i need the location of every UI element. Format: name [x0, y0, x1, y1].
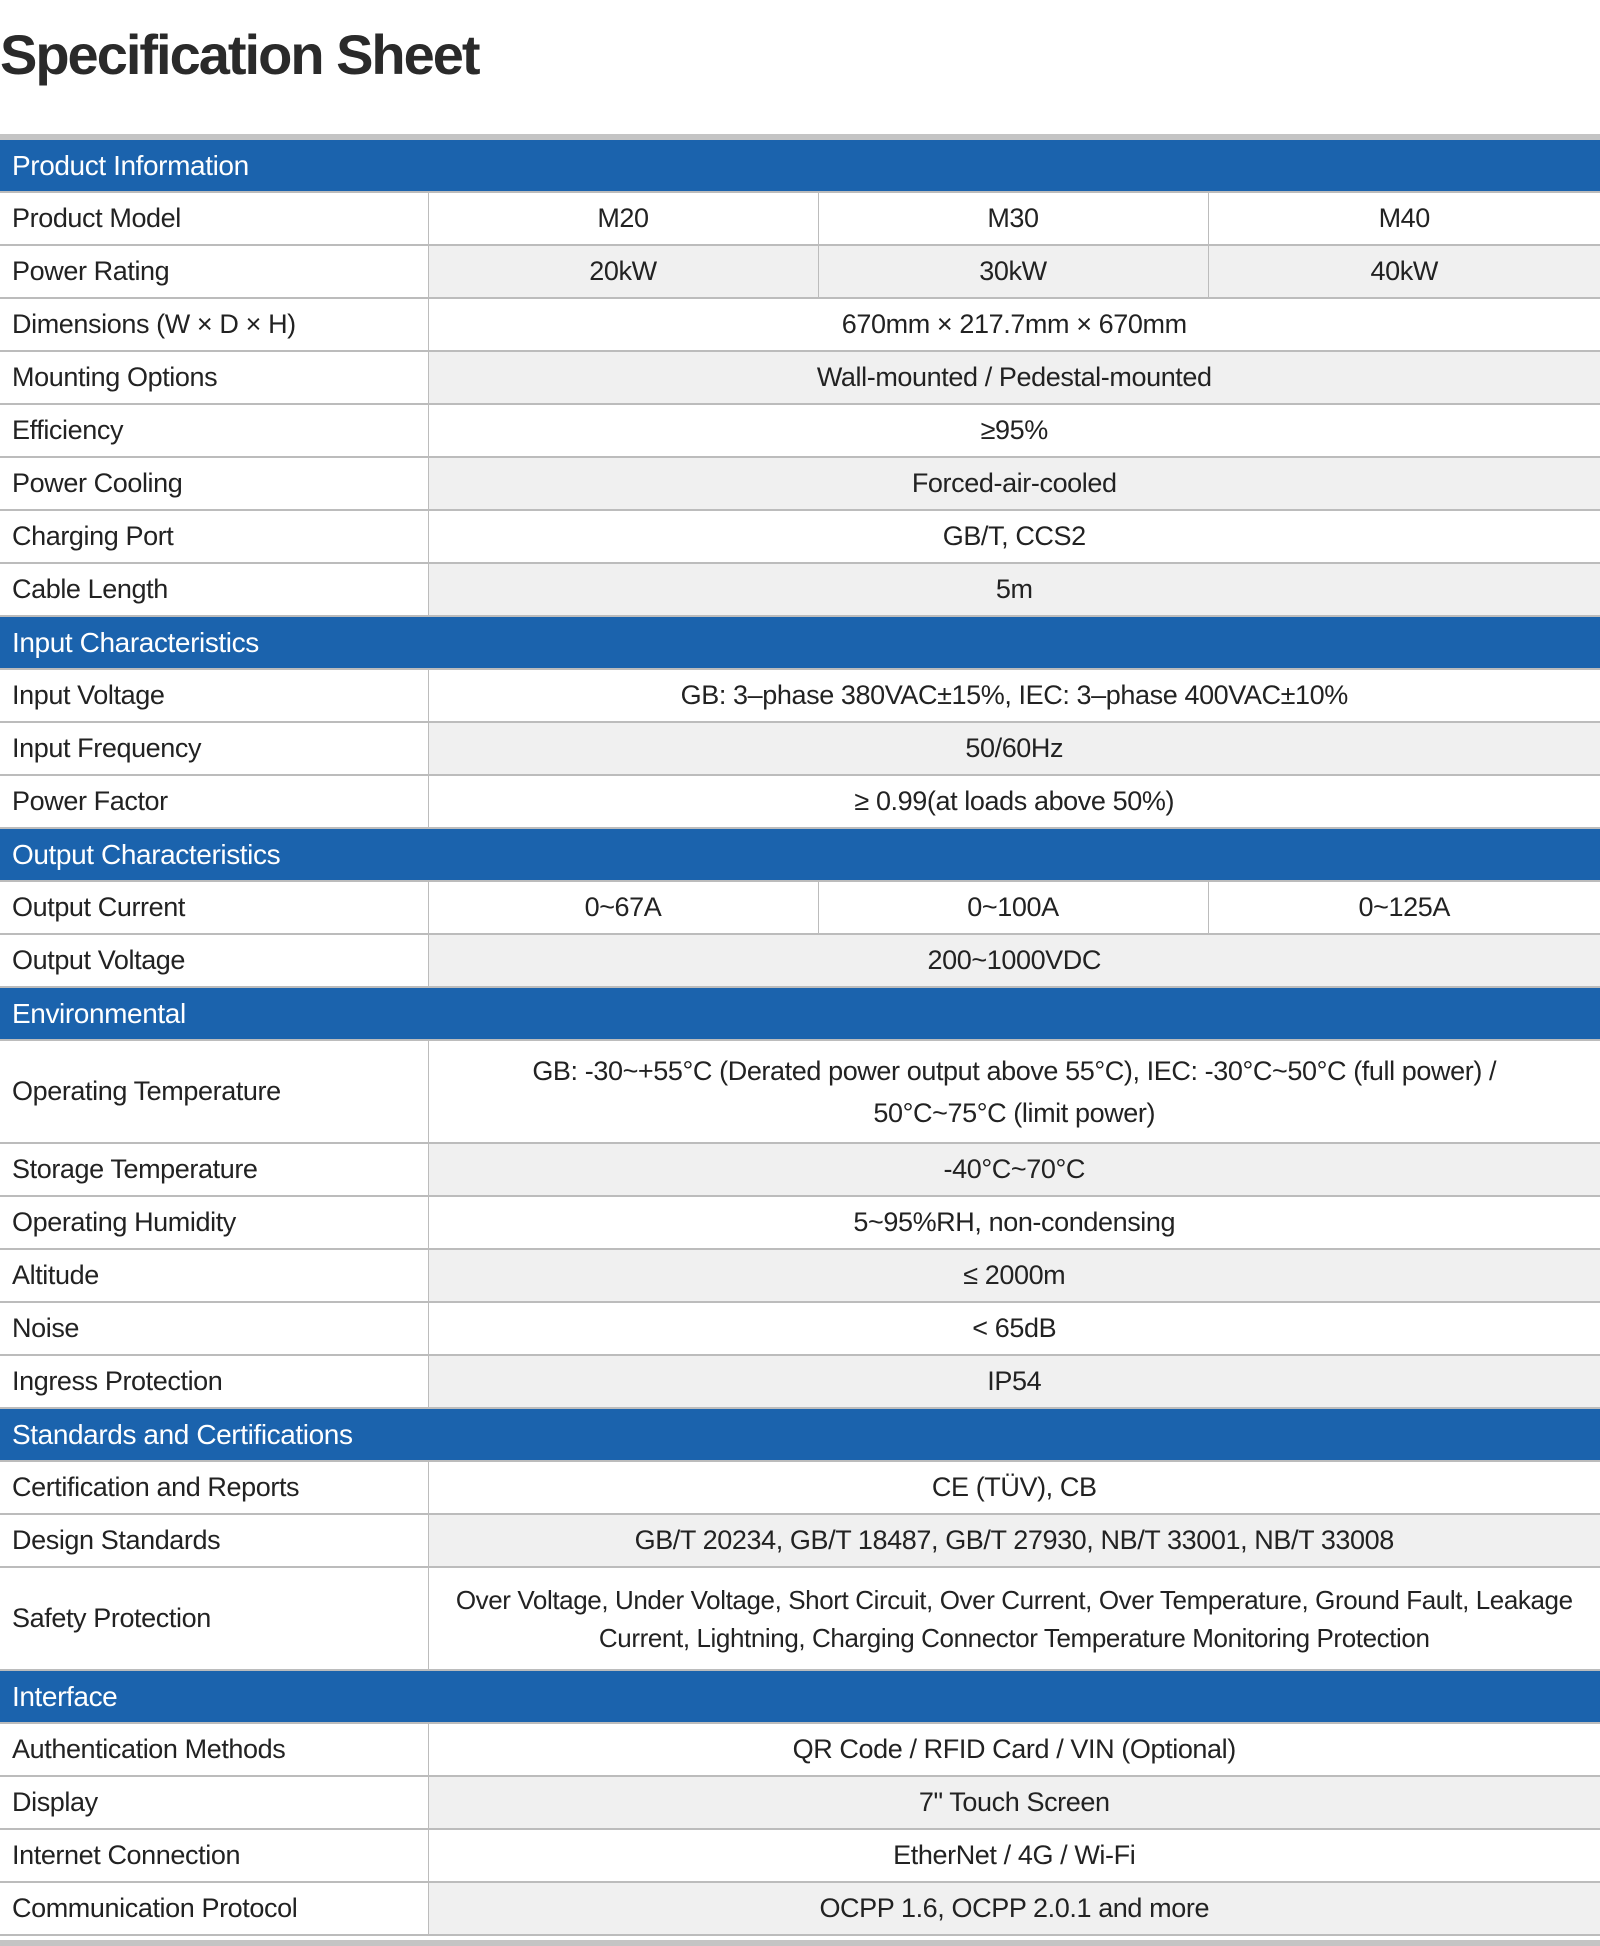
section-title: Standards and Certifications — [0, 1408, 1600, 1461]
row-value: EtherNet / 4G / Wi-Fi — [428, 1829, 1600, 1882]
row-label: Efficiency — [0, 404, 428, 457]
row-output-voltage — [0, 934, 1600, 987]
row-label: Operating Humidity — [0, 1196, 428, 1249]
row-certification — [0, 1461, 1600, 1514]
section-title: Output Characteristics — [0, 828, 1600, 881]
row-value: Forced-air-cooled — [428, 457, 1600, 510]
row-value: 670mm × 217.7mm × 670mm — [428, 298, 1600, 351]
row-mounting-options — [0, 351, 1600, 404]
section-header-product-information — [0, 140, 1600, 192]
row-power-rating — [0, 245, 1600, 298]
row-label: Noise — [0, 1302, 428, 1355]
row-power-factor — [0, 775, 1600, 828]
section-title: Environmental — [0, 987, 1600, 1040]
section-header-standards — [0, 1408, 1600, 1461]
row-label: Output Voltage — [0, 934, 428, 987]
row-value: GB: 3–phase 380VAC±15%, IEC: 3–phase 400VAC±10% — [428, 669, 1600, 722]
spec-table — [0, 140, 1600, 1936]
section-header-environmental — [0, 987, 1600, 1040]
row-value: GB/T 20234, GB/T 18487, GB/T 27930, NB/T 33001, NB/T 33008 — [428, 1514, 1600, 1567]
row-input-frequency — [0, 722, 1600, 775]
row-noise — [0, 1302, 1600, 1355]
row-value: -40°C~70°C — [428, 1143, 1600, 1196]
row-altitude — [0, 1249, 1600, 1302]
section-header-interface — [0, 1670, 1600, 1723]
current-m30: 0~100A — [818, 881, 1208, 934]
row-label: Internet Connection — [0, 1829, 428, 1882]
row-authentication-methods — [0, 1723, 1600, 1776]
row-cable-length — [0, 563, 1600, 616]
row-label: Power Rating — [0, 245, 428, 298]
page-title: Specification Sheet — [0, 23, 479, 86]
row-value: 200~1000VDC — [428, 934, 1600, 987]
row-value: 7" Touch Screen — [428, 1776, 1600, 1829]
row-output-current — [0, 881, 1600, 934]
row-value: OCPP 1.6, OCPP 2.0.1 and more — [428, 1882, 1600, 1935]
row-label: Ingress Protection — [0, 1355, 428, 1408]
row-value — [428, 1567, 1600, 1670]
row-value: QR Code / RFID Card / VIN (Optional) — [428, 1723, 1600, 1776]
current-m40: 0~125A — [1208, 881, 1600, 934]
row-label: Display — [0, 1776, 428, 1829]
power-m20: 20kW — [428, 245, 818, 298]
bottom-divider — [0, 1940, 1600, 1946]
row-label: Mounting Options — [0, 351, 428, 404]
row-label: Altitude — [0, 1249, 428, 1302]
value-line-1: Over Voltage, Under Voltage, Short Circuit, Over Current, Over Temperature, Ground Fault, Leakage — [455, 1584, 1573, 1615]
row-value: 50/60Hz — [428, 722, 1600, 775]
row-label: Power Cooling — [0, 457, 428, 510]
section-header-input-characteristics — [0, 616, 1600, 669]
row-operating-humidity — [0, 1196, 1600, 1249]
value-line-2: 50°C~75°C (limit power) — [873, 1097, 1156, 1128]
row-label: Design Standards — [0, 1514, 428, 1567]
row-safety-protection — [0, 1567, 1600, 1670]
row-design-standards — [0, 1514, 1600, 1567]
row-label: Power Factor — [0, 775, 428, 828]
row-dimensions — [0, 298, 1600, 351]
row-internet-connection — [0, 1829, 1600, 1882]
row-value — [428, 1040, 1600, 1143]
row-label: Certification and Reports — [0, 1461, 428, 1514]
section-title: Product Information — [0, 140, 1600, 192]
row-value: 5~95%RH, non-condensing — [428, 1196, 1600, 1249]
value-line-1: GB: -30~+55°C (Derated power output above 55°C), IEC: -30°C~50°C (full power) / — [532, 1055, 1497, 1086]
section-title: Interface — [0, 1670, 1600, 1723]
row-label: Charging Port — [0, 510, 428, 563]
section-title: Input Characteristics — [0, 616, 1600, 669]
row-display — [0, 1776, 1600, 1829]
section-header-output-characteristics — [0, 828, 1600, 881]
row-label: Communication Protocol — [0, 1882, 428, 1935]
row-value: ≥95% — [428, 404, 1600, 457]
row-value: IP54 — [428, 1355, 1600, 1408]
row-label: Storage Temperature — [0, 1143, 428, 1196]
row-value: GB/T, CCS2 — [428, 510, 1600, 563]
row-label: Dimensions (W × D × H) — [0, 298, 428, 351]
row-value: ≥ 0.99(at loads above 50%) — [428, 775, 1600, 828]
value-line-2: Current, Lightning, Charging Connector Temperature Monitoring Protection — [598, 1622, 1430, 1653]
row-power-cooling — [0, 457, 1600, 510]
current-m20: 0~67A — [428, 881, 818, 934]
row-operating-temperature — [0, 1040, 1600, 1143]
model-m40: M40 — [1208, 192, 1600, 245]
row-communication-protocol — [0, 1882, 1600, 1935]
row-label: Product Model — [0, 192, 428, 245]
row-label: Safety Protection — [0, 1567, 428, 1670]
row-label: Input Frequency — [0, 722, 428, 775]
model-m20: M20 — [428, 192, 818, 245]
row-value: ≤ 2000m — [428, 1249, 1600, 1302]
row-label: Cable Length — [0, 563, 428, 616]
power-m40: 40kW — [1208, 245, 1600, 298]
row-label: Operating Temperature — [0, 1040, 428, 1143]
row-input-voltage — [0, 669, 1600, 722]
row-label: Output Current — [0, 881, 428, 934]
row-value: < 65dB — [428, 1302, 1600, 1355]
row-storage-temperature — [0, 1143, 1600, 1196]
row-charging-port — [0, 510, 1600, 563]
row-efficiency — [0, 404, 1600, 457]
row-value: CE (TÜV), CB — [428, 1461, 1600, 1514]
row-value: Wall-mounted / Pedestal-mounted — [428, 351, 1600, 404]
row-label: Input Voltage — [0, 669, 428, 722]
row-value: 5m — [428, 563, 1600, 616]
row-ingress-protection — [0, 1355, 1600, 1408]
model-m30: M30 — [818, 192, 1208, 245]
row-product-model — [0, 192, 1600, 245]
row-label: Authentication Methods — [0, 1723, 428, 1776]
power-m30: 30kW — [818, 245, 1208, 298]
